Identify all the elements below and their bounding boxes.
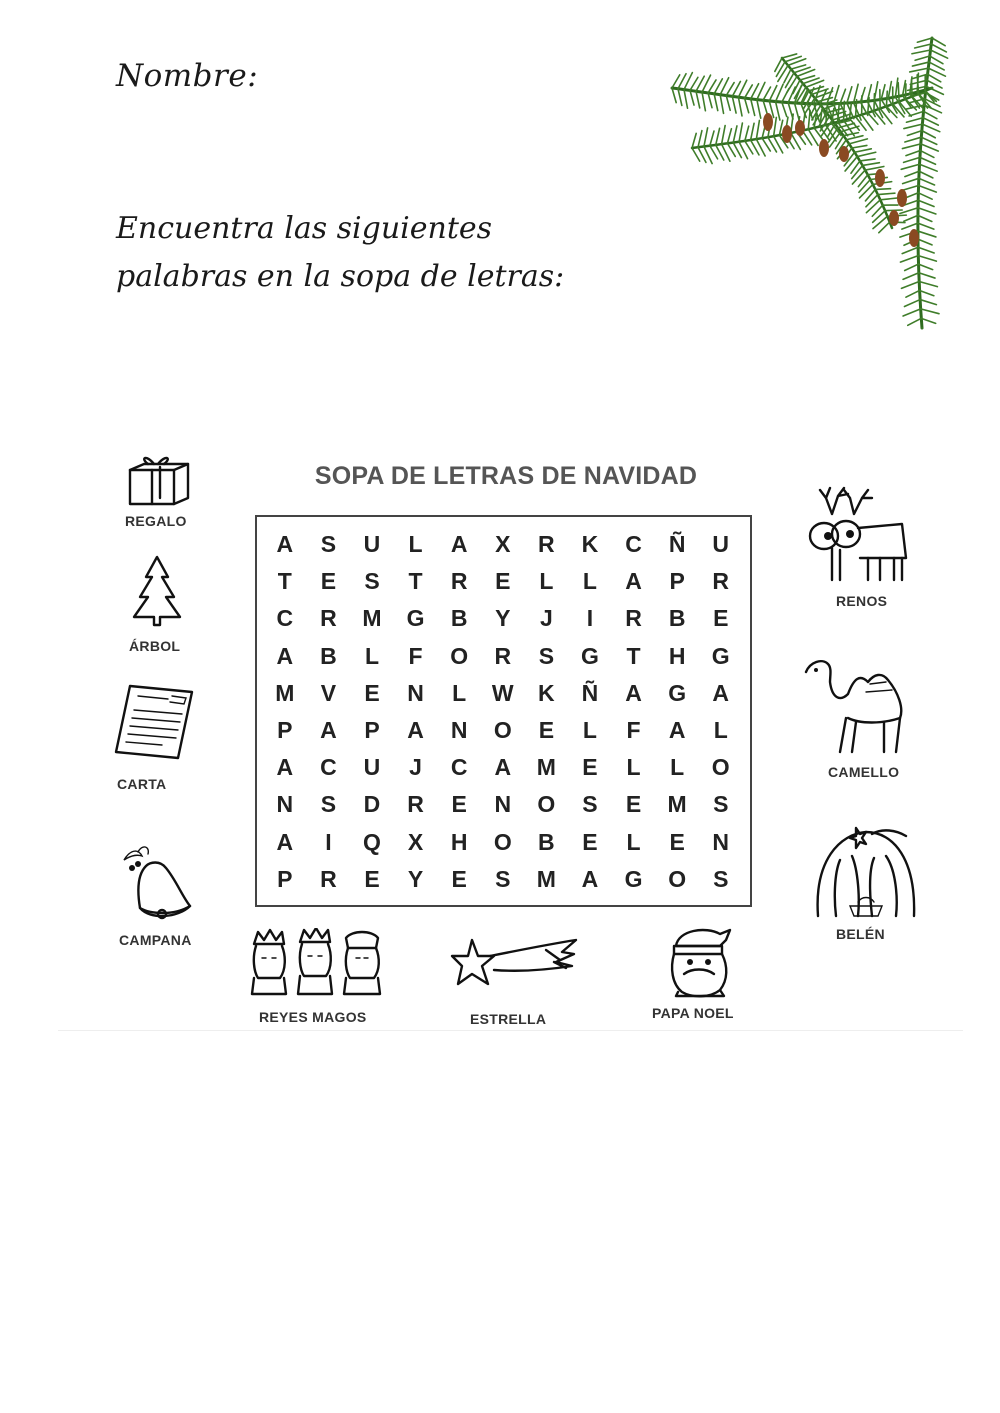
grid-cell[interactable]: A [276,642,294,669]
puzzle-title: SOPA DE LETRAS DE NAVIDAD [314,462,698,490]
grid-cell[interactable]: N [450,717,468,744]
label-papa-noel: PAPA NOEL [652,1005,734,1021]
grid-cell[interactable]: O [450,642,469,669]
grid-cell[interactable]: O [711,754,730,781]
grid-cell[interactable]: H [450,828,468,855]
grid-cell[interactable]: E [364,679,380,706]
grid-cell[interactable]: K [581,531,599,558]
grid-cell[interactable]: C [450,754,468,781]
grid-row [263,563,743,600]
grid-cell[interactable]: L [626,754,641,781]
grid-row [263,526,743,563]
grid-cell[interactable]: L [626,828,641,855]
grid-cell[interactable]: B [668,605,686,632]
grid-cell[interactable]: M [667,791,687,818]
grid-cell[interactable]: L [582,568,597,595]
grid-cell[interactable]: P [277,717,293,744]
grid-cell[interactable]: R [320,605,337,632]
label-arbol: ÁRBOL [129,638,181,654]
grid-cell[interactable]: A [668,717,686,744]
grid-cell[interactable]: S [538,642,555,669]
grid-row [263,638,743,675]
grid-row [263,600,743,637]
grid-cell[interactable]: L [670,754,685,781]
grid-cell[interactable]: P [364,717,380,744]
grid-cell[interactable]: I [325,828,332,855]
grid-cell[interactable]: S [582,791,598,818]
grid-cell[interactable]: N [494,791,512,818]
label-estrella: ESTRELLA [470,1011,547,1027]
grid-cell[interactable]: R [407,791,424,818]
grid-cell[interactable]: W [491,679,514,706]
grid-cell[interactable]: A [625,568,642,595]
grid-cell[interactable]: Y [407,865,424,892]
grid-cell[interactable]: A [712,679,730,706]
santa-icon [666,924,736,998]
grid-cell[interactable]: P [277,865,293,892]
gift-icon [124,452,194,508]
grid-cell[interactable]: L [364,642,380,669]
grid-row [263,749,743,786]
grid-cell[interactable]: B [450,605,468,632]
grid-cell[interactable]: A [494,754,512,781]
label-camello: CAMELLO [828,764,900,780]
grid-cell[interactable]: H [668,642,686,669]
grid-cell[interactable]: M [536,754,556,781]
grid-cell[interactable]: O [493,828,512,855]
grid-cell[interactable]: C [320,754,337,781]
grid-cell[interactable]: E [669,828,685,855]
label-renos: RENOS [836,593,888,609]
grid-cell[interactable]: R [320,865,337,892]
grid-cell[interactable]: T [626,642,641,669]
instructions [116,205,564,301]
grid-row [263,712,743,749]
grid-cell[interactable]: L [408,531,423,558]
grid-cell[interactable]: K [538,679,555,706]
grid-cell[interactable]: E [713,605,729,632]
grid-cell[interactable]: A [450,531,468,558]
grid-cell[interactable]: M [536,865,556,892]
grid-cell[interactable]: E [451,791,467,818]
grid-cell[interactable]: S [364,568,380,595]
grid-cell[interactable]: E [364,865,380,892]
grid-row [263,824,743,861]
letter-grid [263,526,743,898]
grid-cell[interactable]: E [451,865,467,892]
grid-cell[interactable]: X [495,531,511,558]
grid-cell[interactable]: E [582,754,598,781]
grid-cell[interactable]: N [407,679,424,706]
nativity-icon [810,820,920,920]
grid-cell[interactable]: N [712,828,730,855]
grid-cell[interactable]: E [625,791,642,818]
grid-cell[interactable]: O [668,865,687,892]
grid-cell[interactable]: A [625,679,642,706]
three-kings-icon [248,928,384,998]
grid-cell[interactable]: S [713,791,729,818]
label-reyes-magos: REYES MAGOS [259,1009,367,1025]
grid-cell[interactable]: A [407,717,424,744]
label-carta: CARTA [117,776,167,792]
pine-branch-icon [632,28,977,340]
grid-cell[interactable]: R [450,568,468,595]
grid-cell[interactable]: X [407,828,424,855]
grid-cell[interactable]: Ñ [581,679,599,706]
grid-cell[interactable]: M [362,605,382,632]
grid-cell[interactable]: Ñ [668,531,686,558]
grid-cell[interactable]: B [320,642,337,669]
grid-cell[interactable]: P [669,568,685,595]
grid-cell[interactable]: G [711,642,730,669]
camel-icon [800,652,912,756]
grid-cell[interactable]: S [320,531,337,558]
grid-cell[interactable]: L [539,568,554,595]
grid-cell[interactable]: S [713,865,729,892]
grid-cell[interactable]: A [276,754,294,781]
grid-cell[interactable]: F [626,717,641,744]
grid-cell[interactable]: O [493,717,512,744]
shooting-star-icon [450,936,582,996]
grid-cell[interactable]: A [276,531,294,558]
grid-cell[interactable]: N [276,791,294,818]
grid-cell[interactable]: E [582,828,598,855]
grid-cell[interactable]: E [320,568,337,595]
grid-cell[interactable]: S [495,865,511,892]
label-regalo: REGALO [125,513,187,529]
grid-cell[interactable]: G [624,865,643,892]
label-campana: CAMPANA [119,932,192,948]
grid-cell[interactable]: C [276,605,294,632]
instruction-line-2: palabras en la sopa de letras: [116,259,565,294]
name-label: Nombre: [116,58,259,94]
grid-row [263,786,743,823]
grid-cell[interactable]: L [582,717,597,744]
grid-cell[interactable]: R [538,531,555,558]
reindeer-icon [802,484,914,584]
grid-cell[interactable]: T [277,568,292,595]
grid-cell[interactable]: L [713,717,728,744]
grid-cell[interactable]: E [495,568,511,595]
instruction-line-1: Encuentra las siguientes [116,211,493,246]
grid-cell[interactable]: G [581,642,599,669]
grid-cell[interactable]: V [320,679,337,706]
grid-cell[interactable]: R [494,642,512,669]
grid-row [263,675,743,712]
grid-cell[interactable]: C [625,531,642,558]
grid-cell[interactable]: A [581,865,599,892]
grid-row [263,861,743,898]
grid-cell[interactable]: I [586,605,594,632]
grid-cell[interactable]: U [363,754,381,781]
grid-cell[interactable]: F [408,642,423,669]
grid-cell[interactable]: U [712,531,730,558]
letter-icon [112,682,196,762]
grid-cell[interactable]: Q [363,828,381,855]
grid-cell[interactable]: E [538,717,555,744]
grid-cell[interactable]: G [668,679,687,706]
grid-cell[interactable]: R [712,568,730,595]
grid-cell[interactable]: L [452,679,467,706]
grid-cell[interactable]: R [625,605,642,632]
grid-cell[interactable]: D [363,791,381,818]
grid-cell[interactable]: M [275,679,295,706]
grid-cell[interactable]: J [539,605,553,632]
grid-cell[interactable]: T [408,568,423,595]
grid-cell[interactable]: G [406,605,425,632]
grid-cell[interactable]: O [537,791,556,818]
bell-icon [116,842,196,922]
label-belen: BELÉN [836,926,885,942]
grid-cell[interactable]: A [320,717,337,744]
grid-cell[interactable]: B [538,828,555,855]
grid-cell[interactable]: A [276,828,294,855]
grid-cell[interactable]: J [409,754,422,781]
tree-icon [128,553,186,629]
grid-cell[interactable]: S [320,791,337,818]
grid-cell[interactable]: Y [495,605,511,632]
grid-cell[interactable]: U [363,531,381,558]
